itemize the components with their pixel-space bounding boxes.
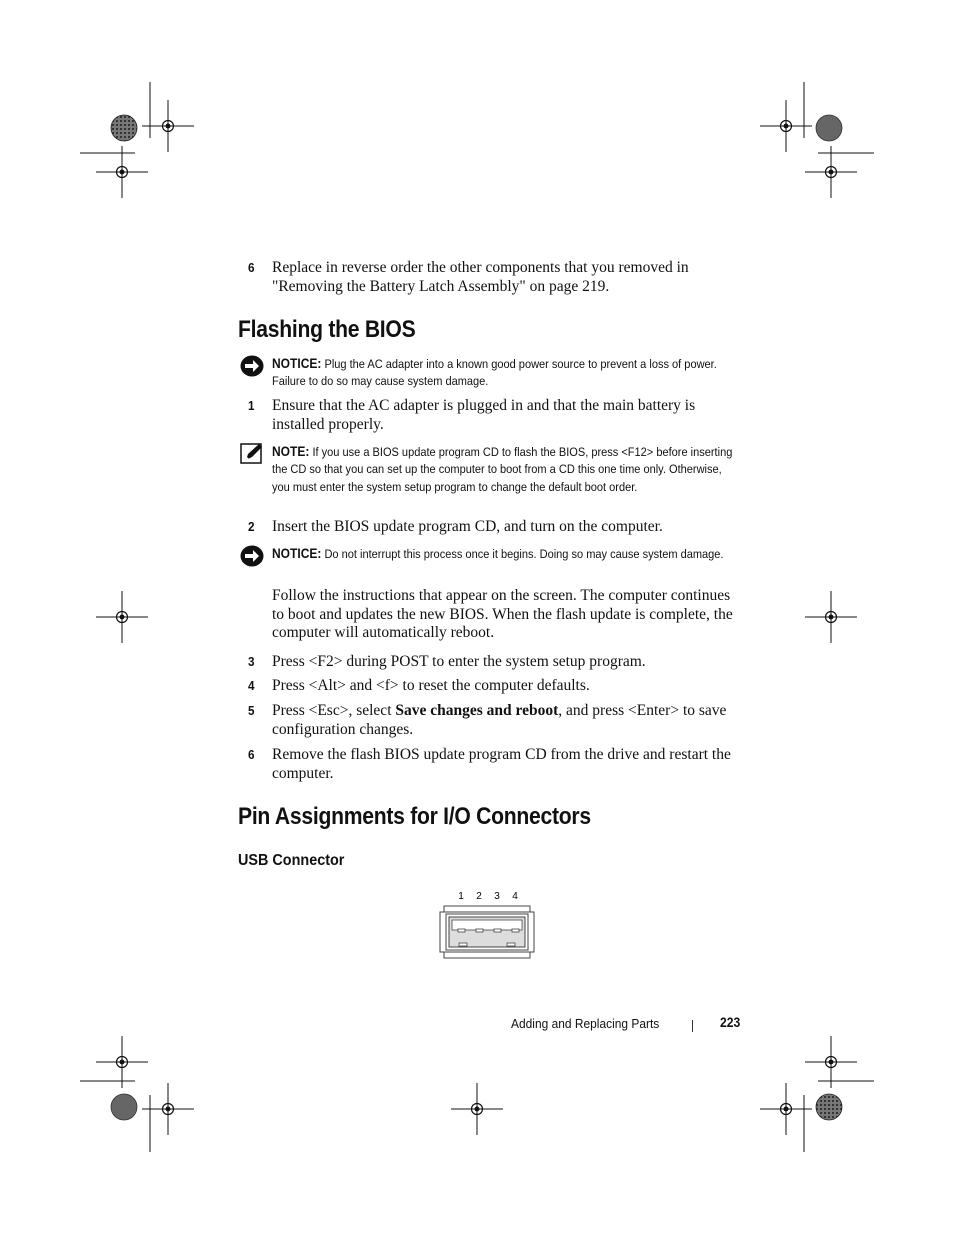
step-text: Remove the flash BIOS update program CD from the drive and restart the computer. xyxy=(272,746,731,782)
step-text: Press <Esc>, select Save changes and reboot, and press <Enter> to save configuration changes. xyxy=(272,702,727,738)
notice-icon xyxy=(240,545,264,567)
follow-paragraph: Follow the instructions that appear on the screen. The computer continues to boot and updates the new BIOS. When the flash update is complete, the computer will automatically reboot. xyxy=(272,587,733,641)
usb-pin-label: 3 xyxy=(494,891,500,902)
step-number: 3 xyxy=(248,654,255,669)
step-number: 4 xyxy=(248,678,255,693)
notice-text: NOTICE: Do not interrupt this process once it begins. Doing so may cause system damage. xyxy=(272,546,724,561)
usb-pin-label: 2 xyxy=(476,891,482,902)
step-text: Press <Alt> and <f> to reset the computer defaults. xyxy=(272,677,590,694)
notice-text: NOTICE: Plug the AC adapter into a known good power source to prevent a loss of power. Failure to do so may cause system damage. xyxy=(272,356,717,389)
step-text: Press <F2> during POST to enter the system setup program. xyxy=(272,653,646,670)
usb-pin-label: 4 xyxy=(512,891,518,902)
usb-pin-label: 1 xyxy=(458,891,464,902)
step-text: Insert the BIOS update program CD, and turn on the computer. xyxy=(272,518,663,535)
note-pencil-icon xyxy=(240,443,264,465)
menu-option-save-changes: Save changes and reboot xyxy=(395,702,559,719)
section-title-flashing-bios: Flashing the BIOS xyxy=(238,316,416,343)
footer-separator xyxy=(692,1020,693,1032)
step-number: 6 xyxy=(248,747,255,762)
step-text: Replace in reverse order the other components that you removed in "Removing the Battery Latch Assembly" on page 219. xyxy=(272,259,689,295)
subsection-title-usb: USB Connector xyxy=(238,852,345,869)
step-number: 1 xyxy=(248,398,255,413)
notice-icon xyxy=(240,355,264,377)
page-number: 223 xyxy=(720,1015,741,1030)
section-title-pin-assignments: Pin Assignments for I/O Connectors xyxy=(238,803,591,830)
note-text: NOTE: If you use a BIOS update program CD to flash the BIOS, press <F12> before inserting the CD so that you can set up the computer to boot from a CD this one time only. Otherwise, you must enter the system setup program to change the default boot order. xyxy=(272,444,733,494)
step-number: 5 xyxy=(248,703,255,718)
step-text: Ensure that the AC adapter is plugged in and that the main battery is installed properly. xyxy=(272,397,696,433)
usb-connector-diagram xyxy=(437,885,537,965)
step-number: 2 xyxy=(248,519,255,534)
footer-section: Adding and Replacing Parts xyxy=(511,1016,660,1031)
step-number: 6 xyxy=(248,260,255,275)
